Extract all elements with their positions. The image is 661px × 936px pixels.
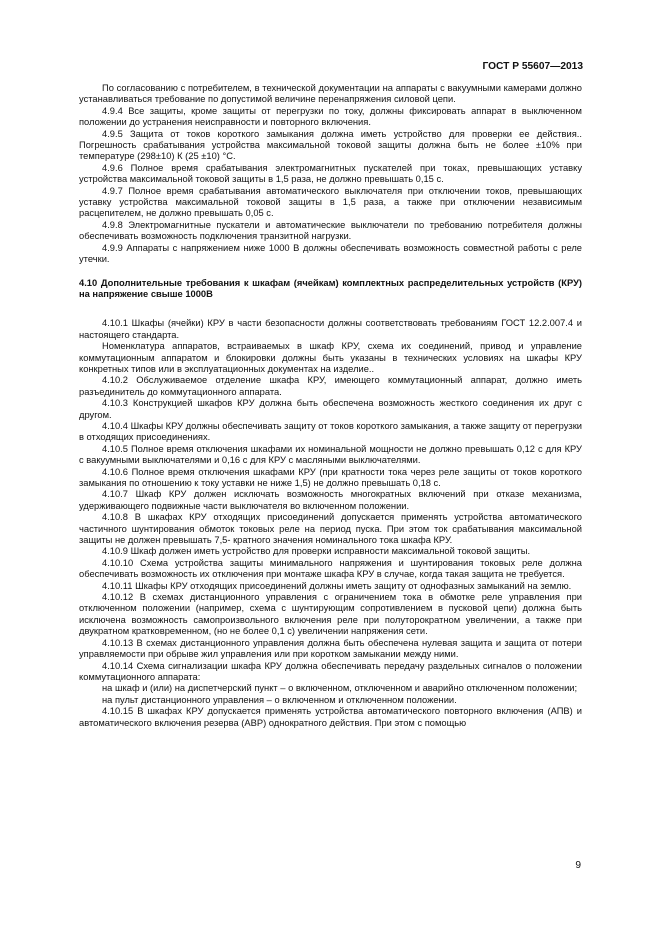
paragraph: 4.10.6 Полное время отключения шкафами КРУ (при кратности тока через реле защиты от токов короткого замыкания по отношению к току уставки не ниже 1,5) не должно превышать 0,18 с. xyxy=(79,466,582,488)
paragraph: 4.9.9 Аппараты с напряжением ниже 1000 В должны обеспечивать возможность совместной работы с реле утечки. xyxy=(79,242,582,265)
paragraph: на пульт дистанционного управления – о включенном и отключенном положении. xyxy=(102,694,457,705)
paragraph: 4.9.6 Полное время срабатывания электромагнитных пускателей при токах, превышающих уставку устройства максимальной токовой защиты в 1,5 раза, не должно превышать 0,15 с. xyxy=(79,162,582,185)
page-number: 9 xyxy=(575,860,581,871)
paragraph: 4.9.8 Электромагнитные пускатели и автоматические выключатели по требованию потребителя должны обеспечивать возможность подключения транзитной нагрузки. xyxy=(79,219,582,242)
page-body xyxy=(79,83,582,729)
paragraph: 4.10.13 В схемах дистанционного управления должна быть обеспечена нулевая защита и защита от потери управляемости при обрыве жил управления или при коротком замыкании между ними. xyxy=(79,637,582,660)
paragraph: 4.10.7 Шкаф КРУ должен исключать возможность многократных включений при отказе механизма, удерживающего подвижные части выключателя во включенном положении. xyxy=(79,489,582,511)
paragraph: 4.9.7 Полное время срабатывания автоматического выключателя при отключении токов, превышающих уставку устройства максимальной токовой защиты в 1,5 раза, а также при отключении независимым расцепителем, не должно превышать 0,05 с. xyxy=(79,185,582,219)
paragraph: 4.10.4 Шкафы КРУ должны обеспечивать защиту от токов короткого замыкания, а также защиту от перегрузки в отходящих присоединениях. xyxy=(79,420,583,443)
paragraph: 4.10.10 Схема устройства защиты минимального напряжения и шунтирования токовых реле должна обеспечивать возможность их отключения при монтаже шкафа КРУ в случае, когда такая защита не требуется. xyxy=(79,557,582,580)
paragraph: 4.10.15 В шкафах КРУ допускается применять устройства автоматического повторного включения (АПВ) и автоматического включения резерва (АВР) однократного действия. При этом с помощью xyxy=(79,706,582,728)
paragraph: По согласованию с потребителем, в технической документации на аппараты с вакуумными камерами должно устанавливаться требование по допустимой величине перенапряжения силовой цепи. xyxy=(79,83,582,105)
paragraph: 4.10.9 Шкаф должен иметь устройство для проверки исправности максимальной токовой защиты. xyxy=(102,546,531,557)
paragraph: 4.10.1 Шкафы (ячейки) КРУ в части безопасности должны соответствовать требованиям ГОСТ 12.2.007.4 и настоящего стандарта. xyxy=(79,318,582,340)
paragraph: 4.10.11 Шкафы КРУ отходящих присоединений должны иметь защиту от однофазных замыканий на землю. xyxy=(102,580,572,591)
paragraph: 4.10.8 В шкафах КРУ отходящих присоединений допускается применять устройства автоматического частичного шунтирования обмоток токовых реле на период пуска. При этом ток срабатывания максимальной защиты не должен превышать 7,5- кратного значения номинального тока шкафа КРУ. xyxy=(79,512,582,546)
paragraph: 4.10.3 Конструкцией шкафов КРУ должна быть обеспечена возможность жесткого соединения их друг с другом. xyxy=(79,398,582,420)
paragraph: 4.10.2 Обслуживаемое отделение шкафа КРУ, имеющего коммутационный аппарат, должно иметь разъединитель до коммутационного аппарата. xyxy=(79,375,582,397)
section-heading: 4.10 Дополнительные требования к шкафам (ячейкам) комплектных распределительных устройств (КРУ) на напряжение свыше 1000В xyxy=(79,277,582,299)
paragraph: 4.9.5 Защита от токов короткого замыкания должна иметь устройство для проверки ее действия.. Погрешность срабатывания устройства максимальной токовой защиты должна быть не более ±10% при температуре (298±10) К (25 ±10) °С. xyxy=(79,128,582,162)
paragraph: 4.10.5 Полное время отключения шкафами их номинальной мощности не должно превышать 0,12 с для КРУ с вакуумными выключателями и 0,16 с для КРУ с масляными выключателями. xyxy=(79,443,582,466)
paragraph: 4.10.14 Схема сигнализации шкафа КРУ должна обеспечивать передачу раздельных сигналов о положении коммутационного аппарата: xyxy=(79,660,582,682)
document-code-header: ГОСТ Р 55607—2013 xyxy=(482,61,583,72)
paragraph: 4.9.4 Все защиты, кроме защиты от перегрузки по току, должны фиксировать аппарат в выключенном положении до устранения неисправности и повторного включения. xyxy=(79,105,582,128)
paragraph: 4.10.12 В схемах дистанционного управления с ограничением тока в обмотке реле управления при отключенном положении (например, схема с шунтирующим сопротивлением в пусковой цепи) должна быть исключена возможность самопроизвольного включения реле при полуторократном увеличении, а также при двукратном кратковременном, (но не более 0,1 с) увеличении напряжения сети. xyxy=(79,592,582,637)
paragraph: на шкаф и (или) на диспетчерский пункт – о включенном, отключенном и аварийно отключенном положении; xyxy=(102,683,578,694)
paragraph: Номенклатура аппаратов, встраиваемых в шкаф КРУ, схема их соединений, привод и управление коммутационным аппаратом и блокировки должны быть указаны в технических условиях на шкафы КРУ конкретных типов или в эксплуатационных документах на изделие.. xyxy=(79,341,582,374)
